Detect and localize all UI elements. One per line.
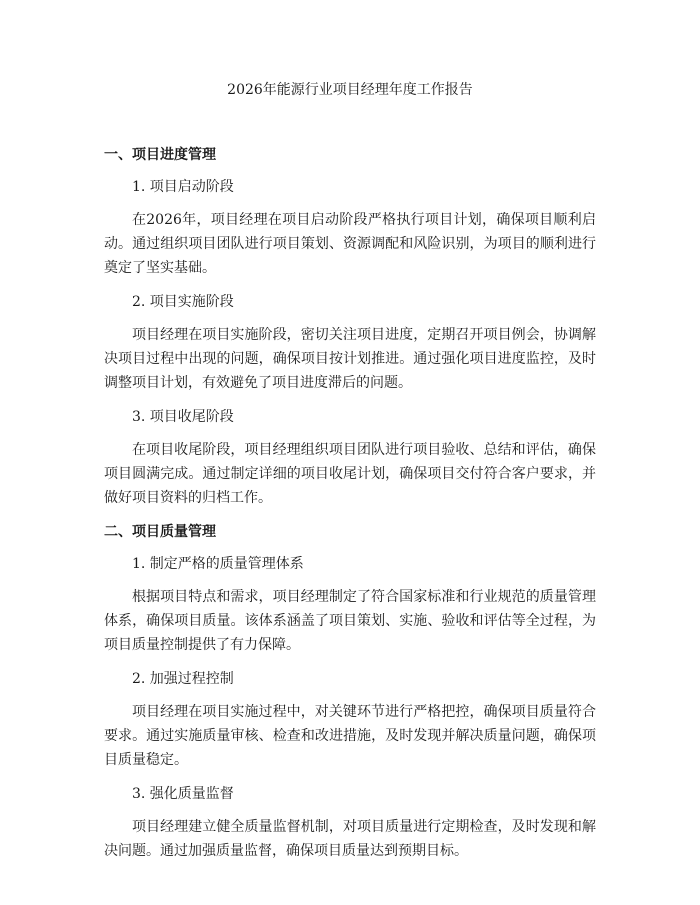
section-heading: 一、项目进度管理 (104, 147, 216, 163)
section-progress-management (104, 145, 596, 510)
paragraph: 项目经理建立健全质量监督机制，对项目质量进行定期检查，及时发现和解决问题。通过加强质量监督，确保项目质量达到预期目标。 (104, 819, 596, 859)
subheading: 1. 制定严格的质量管理体系 (132, 556, 304, 572)
document-title: 2026年能源行业项目经理年度工作报告 (227, 82, 473, 98)
section-heading: 二、项目质量管理 (104, 524, 216, 540)
paragraph: 项目经理在项目实施阶段，密切关注项目进度，定期召开项目例会，协调解决项目过程中出现的问题，确保项目按计划推进。通过强化项目进度监控，及时调整项目计划，有效避免了项目进度滞后的问题。 (104, 327, 596, 391)
subheading: 2. 加强过程控制 (132, 671, 234, 687)
paragraph: 在2026年，项目经理在项目启动阶段严格执行项目计划，确保项目顺利启动。通过组织项目团队进行项目策划、资源调配和风险识别，为项目的顺利进行奠定了坚实基础。 (104, 212, 596, 276)
paragraph: 项目经理在项目实施过程中，对关键环节进行严格把控，确保项目质量符合要求。通过实施质量审核、检查和改进措施，及时发现并解决质量问题，确保项目质量稳定。 (104, 704, 596, 768)
paragraph: 在项目收尾阶段，项目经理组织项目团队进行项目验收、总结和评估，确保项目圆满完成。通过制定详细的项目收尾计划，确保项目交付符合客户要求，并做好项目资料的归档工作。 (104, 442, 596, 506)
subheading: 1. 项目启动阶段 (132, 179, 234, 195)
section-quality-management (104, 522, 596, 863)
subheading: 3. 强化质量监督 (132, 786, 234, 802)
paragraph: 根据项目特点和需求，项目经理制定了符合国家标准和行业规范的质量管理体系，确保项目质量。该体系涵盖了项目策划、实施、验收和评估等全过程，为项目质量控制提供了有力保障。 (104, 589, 596, 653)
subheading: 3. 项目收尾阶段 (132, 409, 234, 425)
subheading: 2. 项目实施阶段 (132, 294, 234, 310)
